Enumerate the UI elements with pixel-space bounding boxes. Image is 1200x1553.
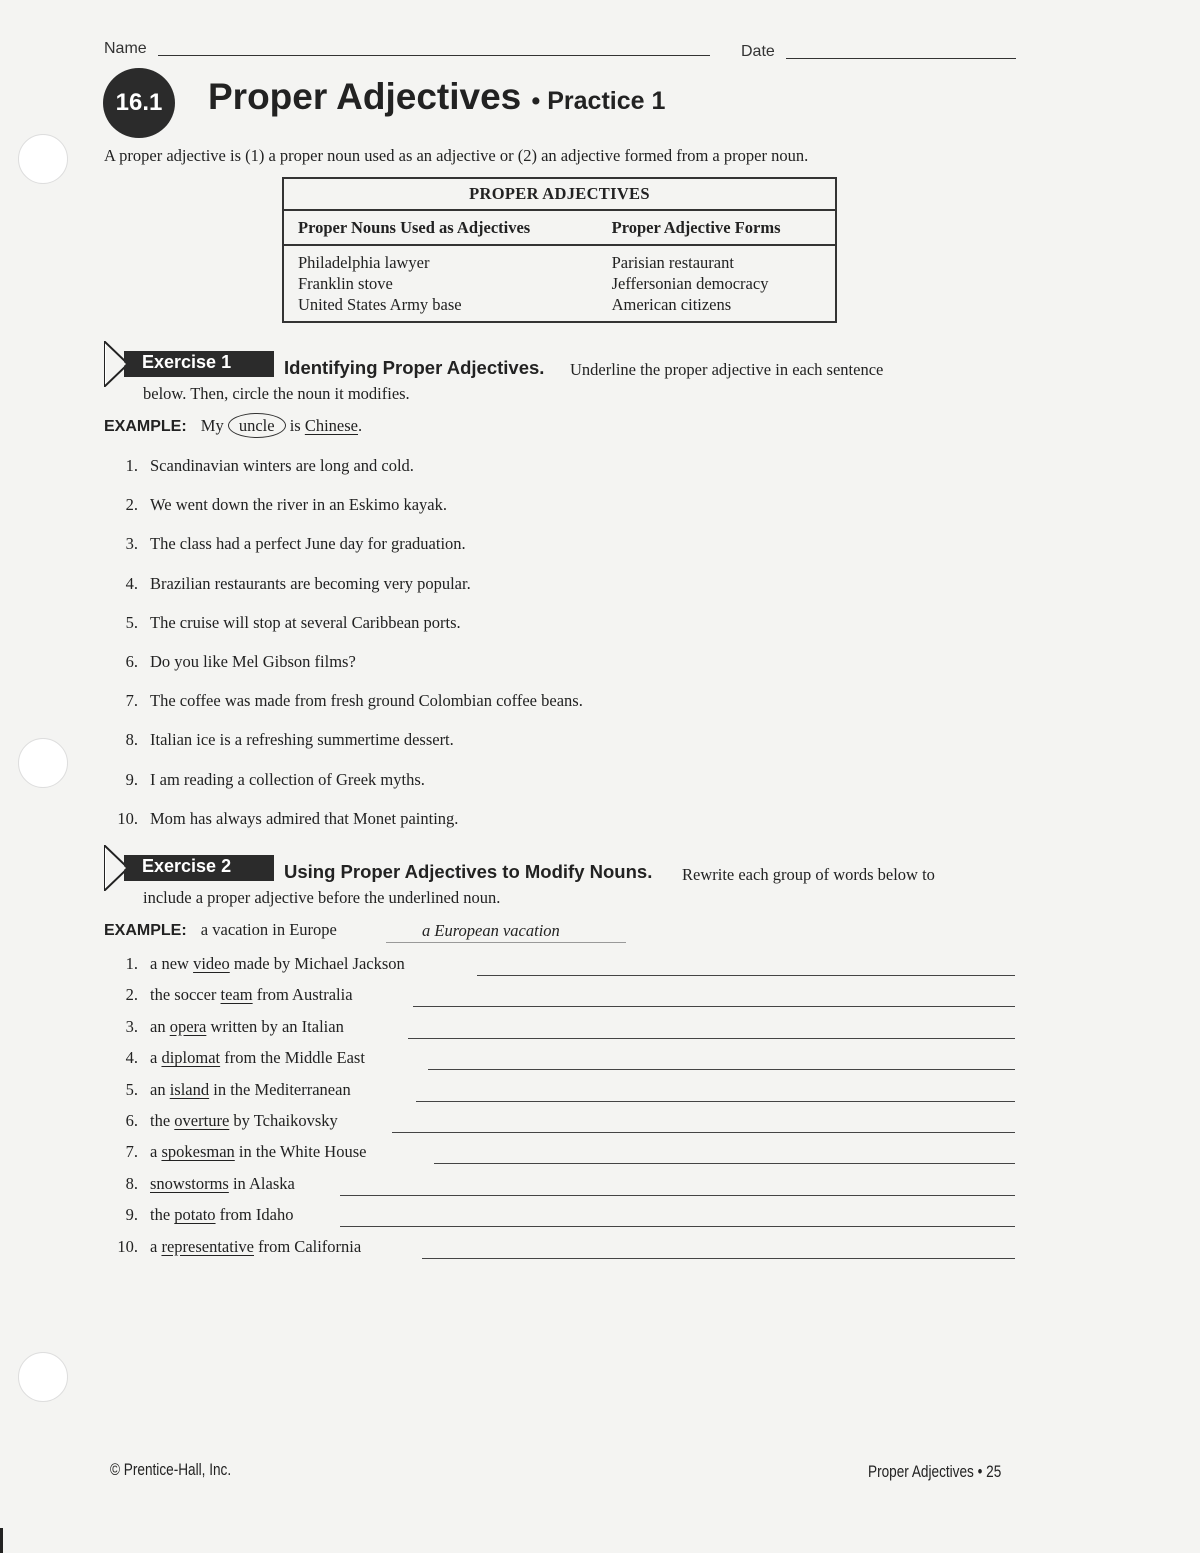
underlined-noun: spokesman xyxy=(161,1142,235,1162)
exercise-2-label: Exercise 2 xyxy=(142,856,232,876)
example-label: EXAMPLE: xyxy=(104,922,187,939)
exercise-1-instruction: Underline the proper adjective in each sentence xyxy=(570,360,884,379)
item-text: a xyxy=(150,1048,162,1068)
item-text: written by an Italian xyxy=(206,1016,344,1036)
punch-hole xyxy=(18,134,68,184)
item-number: 7. xyxy=(125,1142,138,1162)
item-sentence[interactable]: Italian ice is a refreshing summertime dessert. xyxy=(150,730,454,750)
answer-line[interactable] xyxy=(422,1257,1015,1259)
item-sentence[interactable]: We went down the river in an Eskimo kayak. xyxy=(150,495,447,515)
answer-line[interactable] xyxy=(416,1100,1015,1102)
underlined-noun: opera xyxy=(169,1016,207,1036)
table-title: PROPER ADJECTIVES xyxy=(283,178,836,210)
item-number: 1. xyxy=(125,954,138,973)
item-text: a new xyxy=(150,954,194,973)
date-label: Date xyxy=(741,43,775,60)
item-number: 4. xyxy=(125,1048,138,1068)
example-answer-line xyxy=(386,941,626,943)
item-number: 7. xyxy=(125,691,138,711)
name-label: Name xyxy=(104,40,147,57)
item-number: 2. xyxy=(125,495,138,515)
exercise-2-item xyxy=(108,985,353,1005)
table-column-header: Proper Nouns Used as Adjectives xyxy=(283,210,598,245)
proper-adjectives-table xyxy=(282,177,837,323)
title-text: Proper Adjectives xyxy=(208,76,522,117)
item-text: by Tchaikovsky xyxy=(229,1111,338,1130)
item-number: 9. xyxy=(125,1205,138,1225)
table-cell xyxy=(283,245,598,322)
answer-line[interactable] xyxy=(340,1225,1015,1227)
table-entry: Jeffersonian democracy xyxy=(611,274,769,293)
exercise-1-item xyxy=(108,730,454,750)
item-text: in the Mediterranean xyxy=(209,1079,351,1099)
underlined-noun: video xyxy=(193,954,230,973)
example-label: EXAMPLE: xyxy=(104,418,187,435)
item-number: 2. xyxy=(125,985,138,1005)
name-field[interactable] xyxy=(158,54,710,56)
answer-line[interactable] xyxy=(340,1194,1015,1196)
underlined-noun: snowstorms xyxy=(150,1173,229,1193)
exercise-1-label: Exercise 1 xyxy=(142,352,232,372)
table-entry: Franklin stove xyxy=(298,274,393,293)
exercise-1-item xyxy=(108,495,447,515)
item-text: a xyxy=(150,1236,162,1256)
item-text: the soccer xyxy=(150,985,221,1005)
answer-line[interactable] xyxy=(477,974,1015,976)
item-number: 5. xyxy=(125,612,138,632)
item-sentence[interactable]: I am reading a collection of Greek myths. xyxy=(150,769,425,789)
item-number: 4. xyxy=(125,573,138,593)
item-number: 3. xyxy=(125,1016,138,1036)
item-sentence[interactable]: Scandinavian winters are long and cold. xyxy=(150,456,414,475)
item-sentence[interactable]: The class had a perfect June day for graduation. xyxy=(150,534,466,554)
exercise-2-item xyxy=(108,1142,366,1162)
item-sentence[interactable]: Brazilian restaurants are becoming very popular. xyxy=(150,573,471,593)
exercise-2-item xyxy=(108,1111,338,1131)
date-field[interactable] xyxy=(786,57,1016,59)
exercise-2-item xyxy=(108,1017,344,1037)
underlined-noun: diplomat xyxy=(161,1048,221,1068)
item-text: from Idaho xyxy=(215,1205,294,1225)
item-text: an xyxy=(150,1016,170,1036)
exercise-2-item xyxy=(108,1237,361,1257)
item-text: from California xyxy=(253,1236,362,1256)
item-number: 10. xyxy=(117,808,138,828)
exercise-1-item xyxy=(108,652,356,672)
underlined-noun: potato xyxy=(174,1205,216,1225)
exercise-2-item xyxy=(108,1048,365,1068)
item-number: 9. xyxy=(125,769,138,789)
punch-hole xyxy=(18,738,68,788)
example-circled-noun: uncle xyxy=(228,413,286,438)
item-text: from Australia xyxy=(252,985,353,1005)
table-entry: United States Army base xyxy=(298,295,462,314)
example-text: . xyxy=(358,416,363,435)
item-sentence[interactable]: Mom has always admired that Monet painting. xyxy=(150,808,459,828)
item-text: an xyxy=(150,1079,170,1099)
item-number: 10. xyxy=(117,1236,138,1256)
item-text: a xyxy=(150,1142,162,1162)
example-answer: a European vacation xyxy=(422,921,560,940)
item-text: from the Middle East xyxy=(220,1048,365,1068)
page-number: Proper Adjectives • 25 xyxy=(868,1462,1002,1481)
item-number: 6. xyxy=(125,1111,138,1130)
exercise-1-item xyxy=(108,691,583,711)
example-text: is xyxy=(289,416,301,435)
answer-line[interactable] xyxy=(413,1005,1015,1007)
exercise-1-item xyxy=(108,809,458,829)
answer-line[interactable] xyxy=(392,1131,1015,1133)
punch-hole xyxy=(18,1352,68,1402)
exercise-1-item xyxy=(108,613,461,633)
example-phrase: a vacation in Europe xyxy=(200,920,337,939)
answer-line[interactable] xyxy=(428,1068,1015,1070)
underlined-noun: team xyxy=(220,985,253,1005)
item-number: 8. xyxy=(125,730,138,750)
exercise-2-item xyxy=(108,1174,295,1194)
exercise-2-instruction: Rewrite each group of words below to xyxy=(682,865,935,884)
example-underlined-adjective: Chinese xyxy=(304,416,359,435)
exercise-1-item xyxy=(108,534,466,554)
table-entry: Parisian restaurant xyxy=(611,253,734,272)
exercise-1-title: Identifying Proper Adjectives. xyxy=(284,357,545,378)
underlined-noun: overture xyxy=(174,1111,230,1130)
exercise-1-item xyxy=(108,456,414,476)
item-text: in Alaska xyxy=(228,1173,295,1193)
underlined-noun: island xyxy=(169,1079,210,1099)
exercise-2-item xyxy=(108,1080,351,1100)
item-sentence[interactable]: The coffee was made from fresh ground Colombian coffee beans. xyxy=(150,691,583,711)
edge-mark xyxy=(0,1528,3,1553)
item-text: in the White House xyxy=(234,1142,367,1162)
underlined-noun: representative xyxy=(161,1236,254,1256)
exercise-1-example xyxy=(104,416,362,436)
answer-line[interactable] xyxy=(434,1162,1015,1164)
exercise-2-instruction: include a proper adjective before the underlined noun. xyxy=(143,888,501,907)
intro-text: A proper adjective is (1) a proper noun used as an adjective or (2) an adjective formed from a proper noun. xyxy=(104,146,809,165)
item-sentence[interactable]: The cruise will stop at several Caribbean ports. xyxy=(150,612,461,632)
item-number: 3. xyxy=(125,534,138,554)
item-text: made by Michael Jackson xyxy=(229,954,405,973)
item-text: the xyxy=(150,1205,175,1225)
item-number: 6. xyxy=(125,652,138,671)
item-number: 8. xyxy=(125,1173,138,1193)
exercise-1-instruction: below. Then, circle the noun it modifies. xyxy=(143,384,410,403)
item-text: the xyxy=(150,1111,175,1130)
exercise-2-item xyxy=(108,1205,293,1225)
subtitle-text: • Practice 1 xyxy=(531,87,666,115)
example-text: My xyxy=(200,416,224,435)
table-cell xyxy=(598,245,836,322)
item-number: 1. xyxy=(125,456,138,475)
exercise-2-example xyxy=(104,920,337,940)
table-column-header: Proper Adjective Forms xyxy=(598,210,836,245)
table-entry: Philadelphia lawyer xyxy=(298,253,430,272)
lesson-badge: 16.1 xyxy=(103,68,175,138)
table-entry: American citizens xyxy=(611,295,732,314)
answer-line[interactable] xyxy=(408,1037,1015,1039)
exercise-2-title: Using Proper Adjectives to Modify Nouns. xyxy=(284,861,653,882)
exercise-2-item xyxy=(108,954,405,974)
item-number: 5. xyxy=(125,1079,138,1099)
item-sentence[interactable]: Do you like Mel Gibson films? xyxy=(150,652,356,671)
exercise-1-item xyxy=(108,574,471,594)
page-title xyxy=(208,76,665,118)
publisher-credit: © Prentice-Hall, Inc. xyxy=(110,1460,232,1479)
exercise-1-item xyxy=(108,770,425,790)
